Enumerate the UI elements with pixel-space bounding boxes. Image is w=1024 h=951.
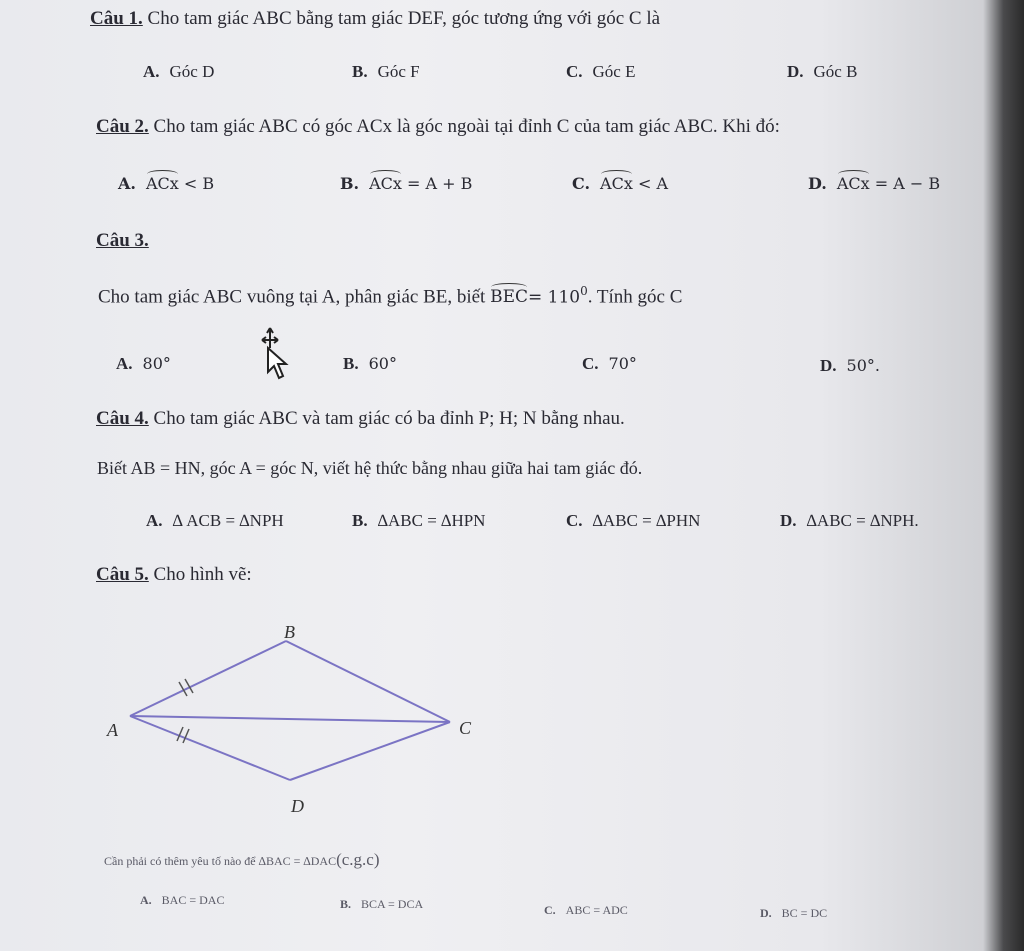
segment-ab <box>130 641 286 716</box>
segment-ad <box>130 716 290 780</box>
q1-option-b[interactable]: B. Góc F <box>352 62 420 81</box>
label-d: D <box>291 796 304 816</box>
question-5-text: Cho hình vẽ: <box>148 564 252 585</box>
question-3-head: Câu 3. <box>96 230 149 251</box>
q2-option-d[interactable]: D. ACx = A − B <box>808 174 941 193</box>
question-1-head: Câu 1. <box>90 8 143 29</box>
q3-option-d[interactable]: D. 50°. <box>820 356 880 375</box>
q5-option-b[interactable]: B. BCA = DCA <box>340 897 424 911</box>
q3-option-a[interactable]: A. 80° <box>116 354 171 373</box>
question-2-text: Cho tam giác ABC có góc ACx là góc ngoài tại đỉnh C của tam giác ABC. Khi đó: <box>148 116 780 137</box>
q1-option-c[interactable]: C. Góc E <box>566 62 636 81</box>
question-2 <box>96 116 780 138</box>
q2-option-a[interactable]: A. ACx < B <box>118 174 215 193</box>
segment-ac <box>130 716 450 722</box>
q5-option-d[interactable]: D. BC = DC <box>760 906 828 920</box>
question-5-prompt: Cần phải có thêm yêu tố nào để ∆BAC = ∆DAC(c.g.c) <box>104 850 380 869</box>
q1-option-d[interactable]: D. Góc B <box>787 62 858 81</box>
label-b: B <box>284 622 295 642</box>
question-4-line2: Biết AB = HN, góc A = góc N, viết hệ thức bằng nhau giữa hai tam giác đó. <box>97 458 643 478</box>
q4-option-c[interactable]: C. ∆ABC = ∆PHN <box>566 511 701 530</box>
mouse-cursor-icon <box>254 326 294 384</box>
question-5-head: Câu 5. <box>96 564 149 585</box>
question-1 <box>90 8 660 30</box>
question-5 <box>96 564 252 586</box>
tick-ad-2 <box>183 729 189 743</box>
question-4 <box>96 408 625 430</box>
q5-option-a[interactable]: A. BAC = DAC <box>140 893 225 907</box>
angle-bec: BEC <box>490 287 529 308</box>
segment-dc <box>290 722 450 780</box>
q3-option-c[interactable]: C. 70° <box>582 354 637 373</box>
q3-option-b[interactable]: B. 60° <box>343 354 397 373</box>
segment-bc <box>286 641 450 722</box>
question-1-text: Cho tam giác ABC bằng tam giác DEF, góc tương ứng với góc C là <box>142 8 661 29</box>
label-c: C <box>459 718 472 738</box>
q4-option-a[interactable]: A. ∆ ACB = ∆NPH <box>146 511 284 530</box>
q4-option-b[interactable]: B. ∆ABC = ∆HPN <box>352 511 486 530</box>
question-4-head: Câu 4. <box>96 408 149 429</box>
question-2-head: Câu 2. <box>96 116 149 137</box>
tick-ad-1 <box>177 727 183 741</box>
q1-option-a[interactable]: A. Góc D <box>143 62 215 81</box>
label-a: A <box>107 720 118 740</box>
question-4-text: Cho tam giác ABC và tam giác có ba đỉnh P; H; N bằng nhau. <box>148 408 625 429</box>
q2-option-c[interactable]: C. ACx < A <box>572 174 668 193</box>
q5-option-c[interactable]: C. ABC = ADC <box>544 903 628 917</box>
question-3-text: Cho tam giác ABC vuông tại A, phân giác BE, biết $BEC= 110^0$. Tính góc C <box>98 284 683 308</box>
geometry-figure <box>95 610 515 820</box>
q2-option-b[interactable]: B. ACx = A + B <box>340 174 473 193</box>
q4-option-d[interactable]: D. ∆ABC = ∆NPH. <box>780 511 919 530</box>
